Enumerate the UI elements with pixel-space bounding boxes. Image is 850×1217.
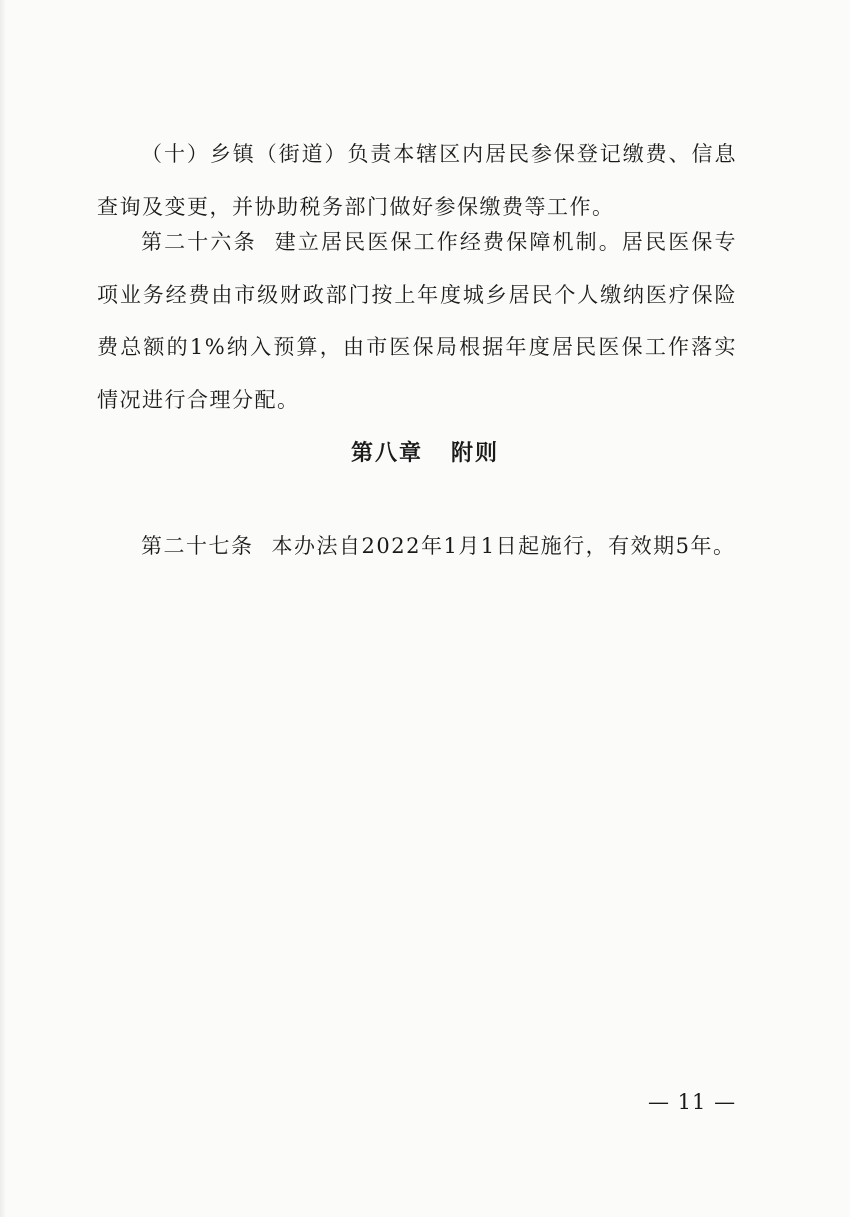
chapter-heading [0,436,850,467]
article-26-number: 第二十六条 [141,230,257,254]
chapter-number: 第八章 [350,441,423,466]
article-27-number: 第二十七条 [141,534,254,558]
paragraph-article-26 [97,216,737,426]
article-27-text: 本办法自2022年1月1日起施行，有效期5年。 [271,534,736,558]
article-26-text: 建立居民医保工作经费保障机制。居民医保专项业务经费由市级财政部门按上年度城乡居民个人缴纳医疗保险费总额的1%纳入预算，由市医保局根据年度居民医保工作落实情况进行合理分配。 [97,230,738,412]
scan-edge-shadow [0,0,6,1217]
page-number: — 11 — [648,1090,737,1114]
paragraph-item-ten-text: （十）乡镇（街道）负责本辖区内居民参保登记缴费、信息查询及变更，并协助税务部门做好参保缴费等工作。 [97,142,737,219]
chapter-title: 附则 [451,441,500,466]
paragraph-article-27 [97,520,737,573]
